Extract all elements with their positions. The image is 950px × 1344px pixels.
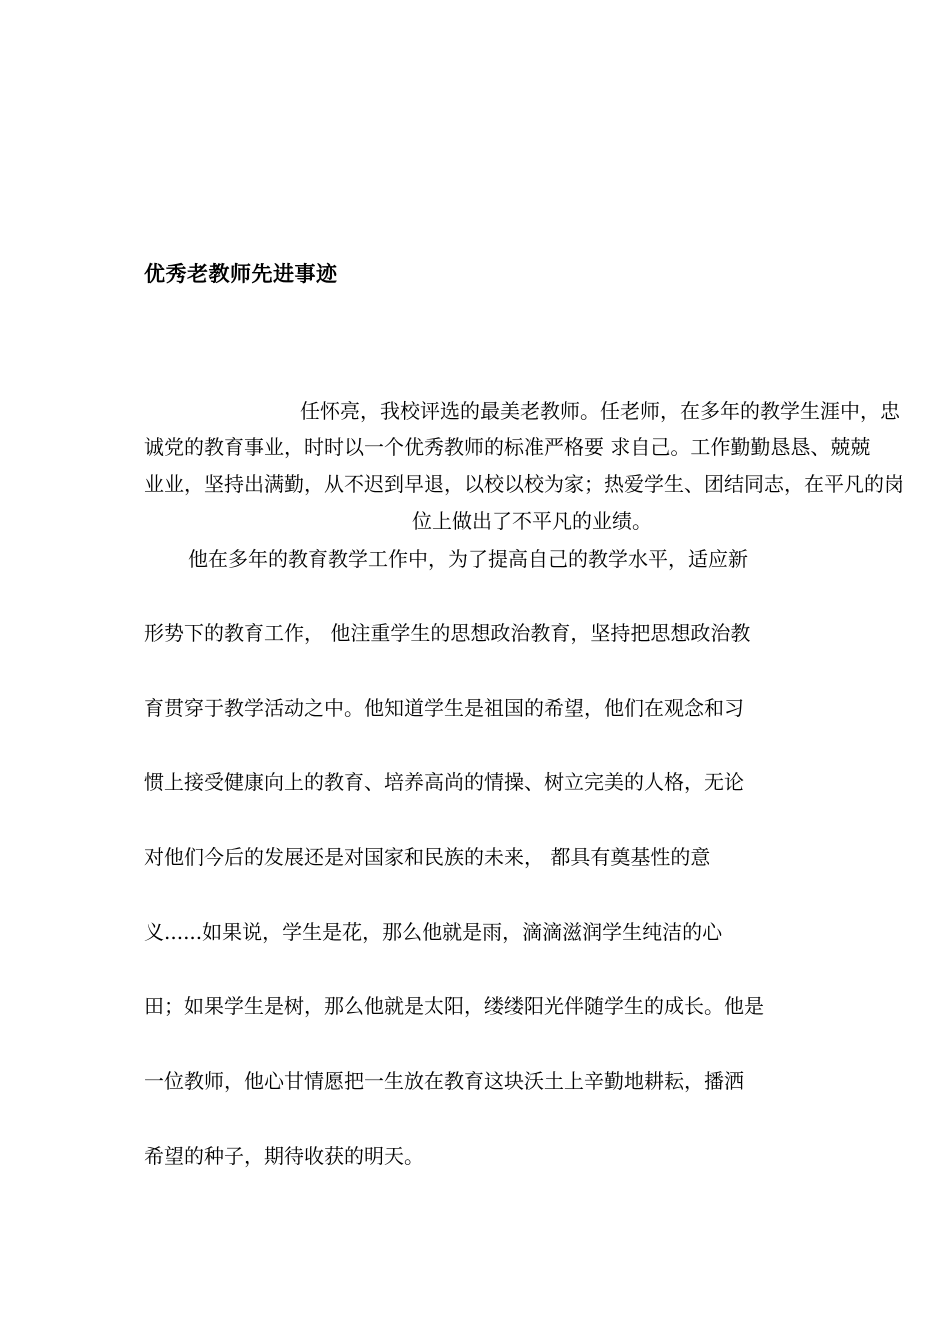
intro-line-2: 诚党的教育事业，时时以一个优秀教师的标准严格要 求自己。工作勤勤恳恳、兢兢 xyxy=(144,435,871,459)
intro-line-1: 任怀亮，我校评选的最美老教师。任老师，在多年的教学生涯中，忠 xyxy=(300,399,900,423)
body-line-9: 希望的种子，期待收获的明天。 xyxy=(144,1144,424,1168)
body-line-2: 形势下的教育工作， 他注重学生的思想政治教育，坚持把思想政治教 xyxy=(144,621,751,645)
body-line-6: 义......如果说，学生是花，那么他就是雨，滴滴滋润学生纯洁的心 xyxy=(144,920,723,944)
body-line-8: 一位教师，他心甘情愿把一生放在教育这块沃土上辛勤地耕耘，播洒 xyxy=(144,1069,744,1093)
intro-line-4: 位上做出了不平凡的业绩。 xyxy=(412,509,652,533)
body-line-3: 育贯穿于教学活动之中。他知道学生是祖国的希望，他们在观念和习 xyxy=(144,696,744,720)
body-line-1: 他在多年的教育教学工作中，为了提高自己的教学水平，适应新 xyxy=(188,547,748,571)
body-line-7: 田；如果学生是树，那么他就是太阳，缕缕阳光伴随学生的成长。他是 xyxy=(144,994,764,1018)
document-title: 优秀老教师先进事迹 xyxy=(144,262,338,286)
body-line-5: 对他们今后的发展还是对国家和民族的未来， 都具有奠基性的意 xyxy=(144,845,711,869)
body-line-4: 惯上接受健康向上的教育、培养高尚的情操、树立完美的人格，无论 xyxy=(144,770,744,794)
intro-line-3: 业业，坚持出满勤，从不迟到早退，以校以校为家；热爱学生、团结同志，在平凡的岗 xyxy=(144,472,904,496)
